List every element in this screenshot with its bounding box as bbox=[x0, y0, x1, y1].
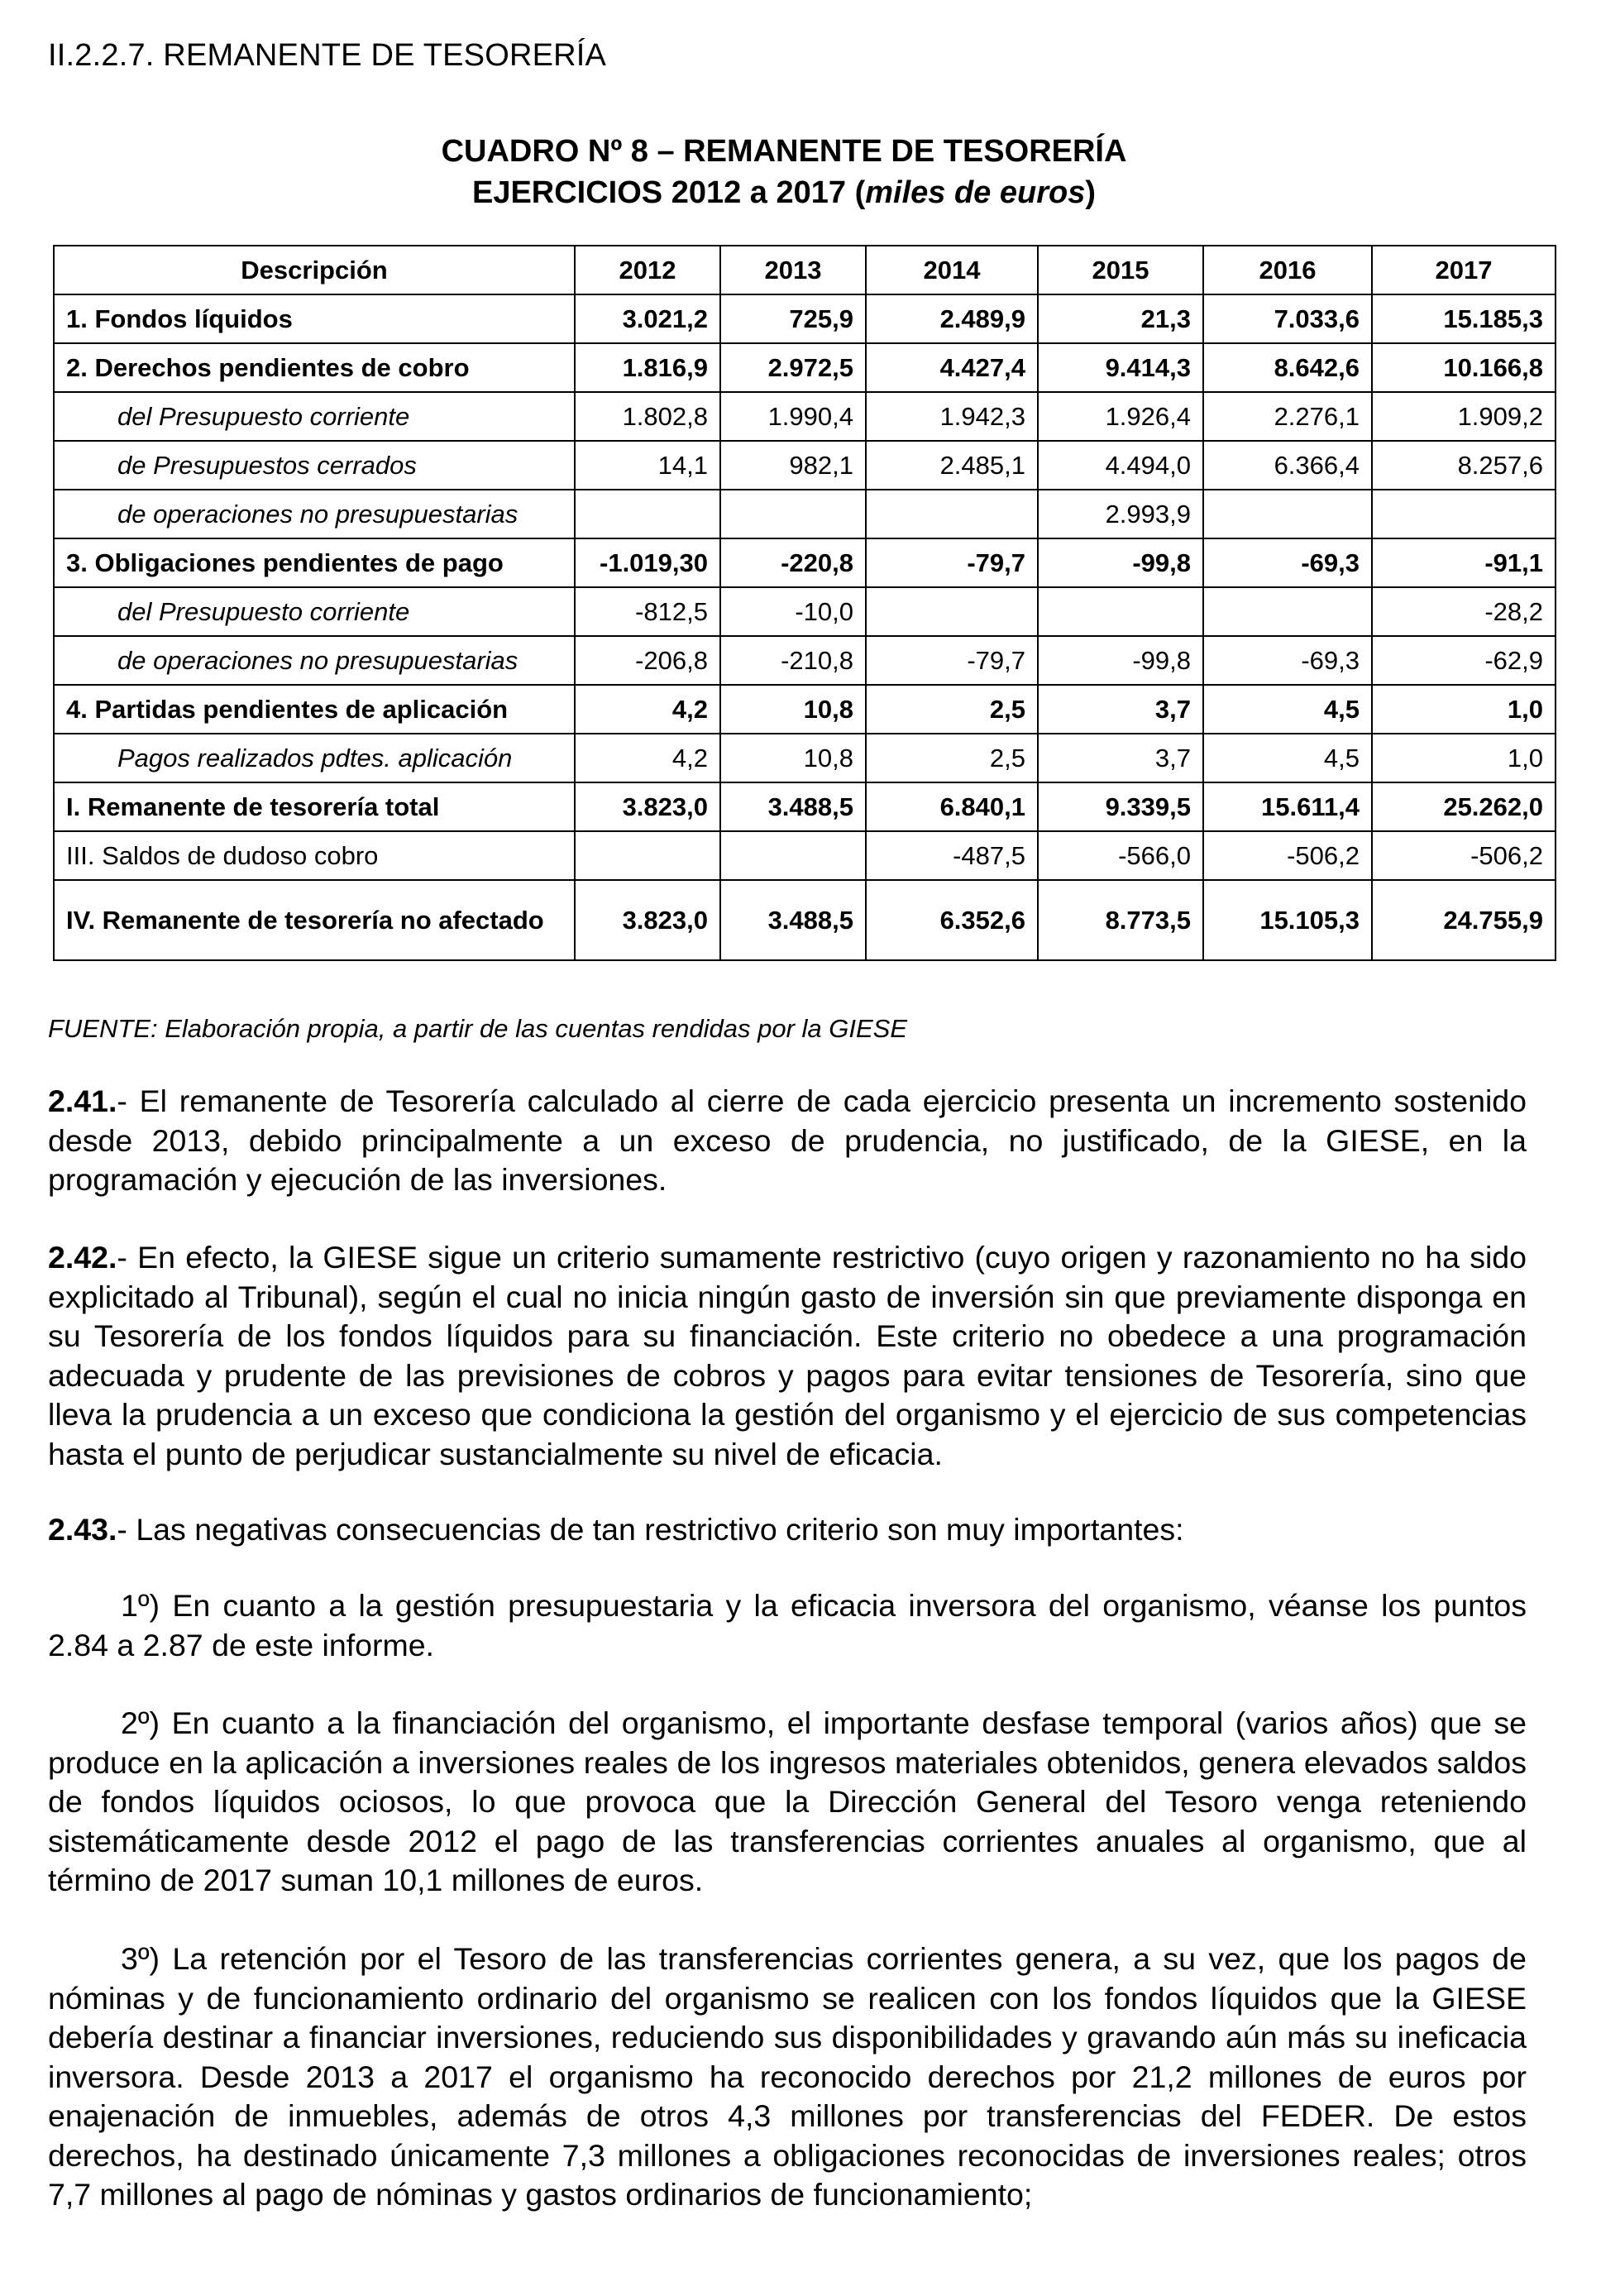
cell-value: 9.414,3 bbox=[1038, 343, 1203, 392]
cell-value: -1.019,30 bbox=[575, 538, 720, 587]
cell-value: -10,0 bbox=[720, 587, 866, 636]
table-title-line1: CUADRO Nº 8 – REMANENTE DE TESORERÍA bbox=[441, 134, 1127, 169]
cell-value bbox=[866, 490, 1038, 538]
cell-value: -506,2 bbox=[1203, 831, 1372, 880]
paragraph-text: - El remanente de Tesorería calculado al cierre de cada ejercicio presenta un incremento sostenido desde 2013, debido principalmente a un exceso de prudencia, no justificado, de la GIESE, en la programación y ejecución de las inversiones. bbox=[48, 1083, 1527, 1197]
cell-value: 1.926,4 bbox=[1038, 392, 1203, 441]
cell-value: 8.642,6 bbox=[1203, 343, 1372, 392]
cell-value: 6.840,1 bbox=[866, 782, 1038, 831]
cell-value: 1.802,8 bbox=[575, 392, 720, 441]
cell-value: 2.276,1 bbox=[1203, 392, 1372, 441]
cell-value: -79,7 bbox=[866, 636, 1038, 685]
table-row bbox=[54, 734, 1556, 782]
row-label: IV. Remanente de tesorería no afectado bbox=[54, 880, 575, 960]
cell-value: 4,2 bbox=[575, 685, 720, 734]
cell-value: 4,5 bbox=[1203, 734, 1372, 782]
remanente-table bbox=[53, 245, 1556, 961]
cell-value: 4,5 bbox=[1203, 685, 1372, 734]
row-label: de operaciones no presupuestarias bbox=[54, 490, 575, 538]
cell-value: 3.488,5 bbox=[720, 880, 866, 960]
cell-value: 10,8 bbox=[720, 685, 866, 734]
cell-value: 24.755,9 bbox=[1372, 880, 1556, 960]
table-header-row bbox=[54, 246, 1556, 294]
cell-value: -28,2 bbox=[1372, 587, 1556, 636]
row-label: del Presupuesto corriente bbox=[54, 587, 575, 636]
cell-value: -99,8 bbox=[1038, 636, 1203, 685]
cell-value: 21,3 bbox=[1038, 294, 1203, 343]
cell-value: 3.021,2 bbox=[575, 294, 720, 343]
cell-value: 25.262,0 bbox=[1372, 782, 1556, 831]
cell-value: 982,1 bbox=[720, 441, 866, 490]
source-note: FUENTE: Elaboración propia, a partir de las cuentas rendidas por la GIESE bbox=[48, 1014, 908, 1043]
header-year: 2017 bbox=[1372, 246, 1556, 294]
header-year: 2013 bbox=[720, 246, 866, 294]
cell-value: -99,8 bbox=[1038, 538, 1203, 587]
cell-value: -69,3 bbox=[1203, 636, 1372, 685]
paragraph-text: - Las negativas consecuencias de tan restrictivo criterio son muy importantes: bbox=[117, 1512, 1184, 1547]
header-year: 2015 bbox=[1038, 246, 1203, 294]
row-label: 2. Derechos pendientes de cobro bbox=[54, 343, 575, 392]
cell-value bbox=[1203, 587, 1372, 636]
row-label: de operaciones no presupuestarias bbox=[54, 636, 575, 685]
paragraph-2-43 bbox=[48, 1510, 1527, 1550]
cell-value: 4.494,0 bbox=[1038, 441, 1203, 490]
cell-value: 2,5 bbox=[866, 734, 1038, 782]
row-label: 1. Fondos líquidos bbox=[54, 294, 575, 343]
cell-value: 4.427,4 bbox=[866, 343, 1038, 392]
cell-value: -487,5 bbox=[866, 831, 1038, 880]
header-year: 2014 bbox=[866, 246, 1038, 294]
paragraph-number: 2.42. bbox=[48, 1240, 117, 1275]
cell-value: 1,0 bbox=[1372, 734, 1556, 782]
cell-value: 2.485,1 bbox=[866, 441, 1038, 490]
cell-value: 8.257,6 bbox=[1372, 441, 1556, 490]
cell-value: 2.993,9 bbox=[1038, 490, 1203, 538]
cell-value: 15.611,4 bbox=[1203, 782, 1372, 831]
cell-value: 3.823,0 bbox=[575, 880, 720, 960]
row-label: Pagos realizados pdtes. aplicación bbox=[54, 734, 575, 782]
cell-value: -220,8 bbox=[720, 538, 866, 587]
table-title-units: miles de euros bbox=[865, 175, 1086, 210]
header-year: 2016 bbox=[1203, 246, 1372, 294]
paragraph-number: 2.43. bbox=[48, 1512, 117, 1547]
cell-value: 1.990,4 bbox=[720, 392, 866, 441]
cell-value: -79,7 bbox=[866, 538, 1038, 587]
section-heading: II.2.2.7. REMANENTE DE TESORERÍA bbox=[48, 38, 607, 73]
cell-value: 2.489,9 bbox=[866, 294, 1038, 343]
cell-value: 15.105,3 bbox=[1203, 880, 1372, 960]
point-2: 2º) En cuanto a la financiación del organismo, el importante desfase temporal (varios años) que se produce en la aplicación a inversiones reales de los ingresos materiales obtenidos, genera elevados saldos de fondos líquidos ociosos, lo que provoca que la Dirección General del Tesoro venga reteniendo sistemáticamente desde 2012 el pago de las transferencias corrientes anuales al organismo, que al término de 2017 suman 10,1 millones de euros. bbox=[48, 1705, 1527, 1897]
cell-value: -69,3 bbox=[1203, 538, 1372, 587]
table-row bbox=[54, 880, 1556, 960]
row-label: 4. Partidas pendientes de aplicación bbox=[54, 685, 575, 734]
cell-value: 3,7 bbox=[1038, 734, 1203, 782]
row-label: del Presupuesto corriente bbox=[54, 392, 575, 441]
table-row bbox=[54, 294, 1556, 343]
cell-value bbox=[720, 831, 866, 880]
cell-value: -566,0 bbox=[1038, 831, 1203, 880]
table-row bbox=[54, 490, 1556, 538]
cell-value: 4,2 bbox=[575, 734, 720, 782]
table-row bbox=[54, 587, 1556, 636]
cell-value: -506,2 bbox=[1372, 831, 1556, 880]
table-row bbox=[54, 538, 1556, 587]
table-title-suffix: ) bbox=[1085, 175, 1097, 210]
cell-value bbox=[1038, 587, 1203, 636]
cell-value: 9.339,5 bbox=[1038, 782, 1203, 831]
paragraph-2-42 bbox=[48, 1238, 1527, 1474]
point-1: 1º) En cuanto a la gestión presupuestaria y la eficacia inversora del organismo, véanse los puntos 2.84 a 2.87 de este informe. bbox=[48, 1588, 1527, 1662]
paragraph-number: 2.41. bbox=[48, 1083, 117, 1118]
cell-value: 6.366,4 bbox=[1203, 441, 1372, 490]
table-title-prefix: EJERCICIOS 2012 a 2017 ( bbox=[471, 175, 866, 210]
cell-value: 8.773,5 bbox=[1038, 880, 1203, 960]
cell-value: 14,1 bbox=[575, 441, 720, 490]
table-row bbox=[54, 782, 1556, 831]
table-row bbox=[54, 441, 1556, 490]
cell-value: 2,5 bbox=[866, 685, 1038, 734]
cell-value: -812,5 bbox=[575, 587, 720, 636]
cell-value bbox=[866, 587, 1038, 636]
cell-value: -91,1 bbox=[1372, 538, 1556, 587]
cell-value: 1.909,2 bbox=[1372, 392, 1556, 441]
paragraph-2-41 bbox=[48, 1082, 1527, 1200]
cell-value: 725,9 bbox=[720, 294, 866, 343]
row-label: 3. Obligaciones pendientes de pago bbox=[54, 538, 575, 587]
cell-value: 1.816,9 bbox=[575, 343, 720, 392]
cell-value bbox=[720, 490, 866, 538]
table-row bbox=[54, 343, 1556, 392]
cell-value bbox=[575, 490, 720, 538]
table-row bbox=[54, 831, 1556, 880]
cell-value: -206,8 bbox=[575, 636, 720, 685]
cell-value: 3.823,0 bbox=[575, 782, 720, 831]
paragraph-text: - En efecto, la GIESE sigue un criterio sumamente restrictivo (cuyo origen y razonamiento no ha sido explicitado al Tribunal), según el cual no inicia ningún gasto de inversión sin que previamente disponga en su Tesorería de los fondos líquidos para su financiación. Este criterio no obedece a una programación adecuada y prudente de las previsiones de cobros y pagos para evitar tensiones de Tesorería, sino que lleva la prudencia a un exceso que condiciona la gestión del organismo y el ejercicio de sus competencias hasta el punto de perjudicar sustancialmente su nivel de eficacia. bbox=[48, 1240, 1527, 1471]
cell-value: 1.942,3 bbox=[866, 392, 1038, 441]
table-row bbox=[54, 392, 1556, 441]
cell-value: 3,7 bbox=[1038, 685, 1203, 734]
cell-value: 1,0 bbox=[1372, 685, 1556, 734]
cell-value bbox=[1203, 490, 1372, 538]
table-row bbox=[54, 636, 1556, 685]
cell-value: 3.488,5 bbox=[720, 782, 866, 831]
cell-value: -210,8 bbox=[720, 636, 866, 685]
header-year: 2012 bbox=[575, 246, 720, 294]
cell-value: 2.972,5 bbox=[720, 343, 866, 392]
row-label: I. Remanente de tesorería total bbox=[54, 782, 575, 831]
table-title bbox=[0, 131, 1568, 213]
cell-value: 7.033,6 bbox=[1203, 294, 1372, 343]
point-3: 3º) La retención por el Tesoro de las transferencias corrientes genera, a su vez, que los pagos de nóminas y de funcionamiento ordinario del organismo se realicen con los fondos líquidos que la GIESE debería destinar a financiar inversiones, reduciendo sus disponibilidades y gravando aún más su ineficacia inversora. Desde 2013 a 2017 el organismo ha reconocido derechos por 21,2 millones de euros por enajenación de inmuebles, además de otros 4,3 millones por transferencias del FEDER. De estos derechos, ha destinado únicamente 7,3 millones a obligaciones reconocidas de inversiones reales; otros 7,7 millones al pago de nóminas y gastos ordinarios de funcionamiento; bbox=[48, 1941, 1527, 2212]
table-row bbox=[54, 685, 1556, 734]
cell-value: 10,8 bbox=[720, 734, 866, 782]
cell-value bbox=[575, 831, 720, 880]
row-label: III. Saldos de dudoso cobro bbox=[54, 831, 575, 880]
table-title-line2 bbox=[0, 172, 1568, 213]
row-label: de Presupuestos cerrados bbox=[54, 441, 575, 490]
cell-value: -62,9 bbox=[1372, 636, 1556, 685]
cell-value bbox=[1372, 490, 1556, 538]
header-description: Descripción bbox=[54, 246, 575, 294]
cell-value: 10.166,8 bbox=[1372, 343, 1556, 392]
cell-value: 15.185,3 bbox=[1372, 294, 1556, 343]
cell-value: 6.352,6 bbox=[866, 880, 1038, 960]
